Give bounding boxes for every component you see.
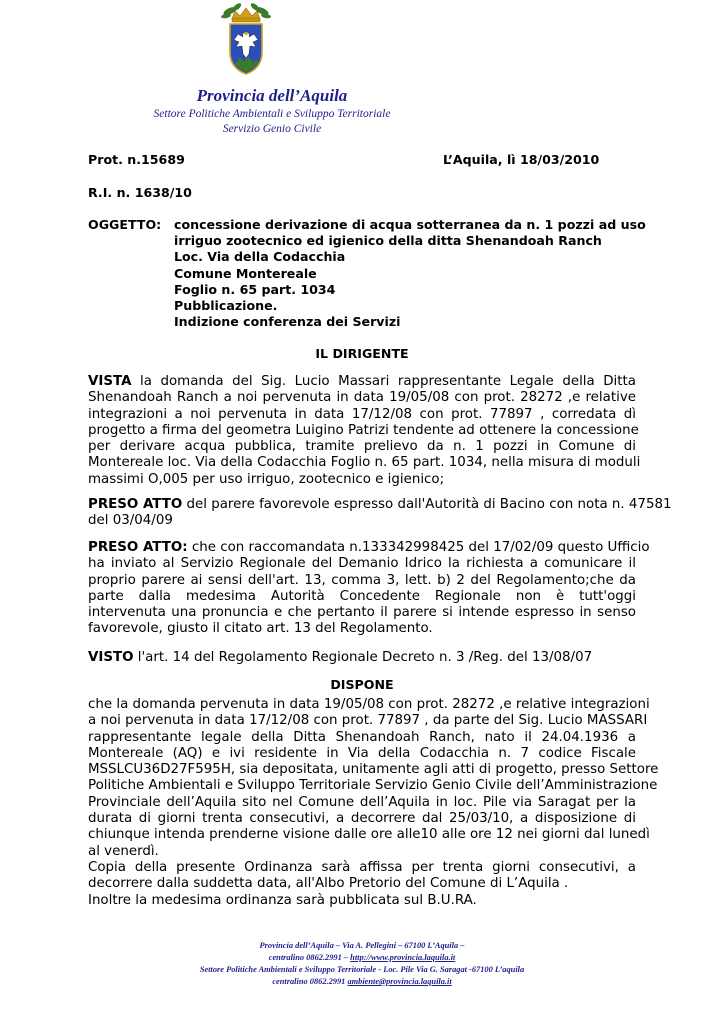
footer-contact: [60, 952, 664, 964]
vista-paragraph: [88, 374, 641, 488]
vista-line: per derivare acqua pubblica, tramite prelievo da n. 1 pozzi in Comune di: [88, 439, 636, 455]
visto-paragraph: [88, 650, 636, 666]
oggetto-line: irriguo zootecnico ed igienico della ditta Shenandoah Ranch: [174, 233, 602, 249]
dispone-line: Politiche Ambientali e Sviluppo Territoriale Servizio Genio Civile dell’Amministrazione: [88, 778, 658, 794]
il-dirigente-heading: IL DIRIGENTE: [315, 346, 409, 361]
dispone-line: MSSLCU36D27F595H, sia depositata, unitamente agli atti di progetto, presso Settore: [88, 762, 659, 778]
preso-atto-2-line: ha inviato al Servizio Regionale del Demanio Idrico la richiesta a comunicare il: [88, 556, 636, 572]
province-crest-icon: [220, 2, 272, 78]
dispone-line: al venerdì.: [88, 843, 159, 859]
visto-lead: VISTO: [88, 650, 134, 665]
vista-line: la domanda del Sig. Lucio Massari rappresentante Legale della Ditta: [131, 374, 636, 389]
preso-atto-2-line: intervenuta una pronuncia e che pertanto il parere si intende espresso in senso: [88, 605, 636, 621]
dispone-paragraph: [88, 697, 659, 909]
document-date: L’Aquila, lì 18/03/2010: [443, 152, 600, 167]
vista-line: massimi O,005 per uso irriguo, zootecnico e igienico;: [88, 471, 445, 487]
oggetto-line: Pubblicazione.: [174, 298, 278, 314]
footer-address: Provincia dell’Aquila – Via A. Pellegini – 67100 L’Aquila –: [259, 941, 465, 950]
visto-text: l'art. 14 del Regolamento Regionale Decreto n. 3 /Reg. del 13/08/07: [133, 650, 593, 665]
dispone-line: rappresentante legale della Ditta Shenandoah Ranch, nato il 24.04.1936 a: [88, 729, 636, 745]
footer-phone: centralino 0862.2991 –: [268, 953, 351, 962]
dispone-line: Provinciale dell’Aquila sito nel Comune dell’Aquila in loc. Pile via Saragat per la: [88, 794, 636, 810]
vista-lead: VISTA: [88, 374, 132, 389]
dispone-line: Copia della presente Ordinanza sarà affissa per trenta giorni consecutivi, a: [88, 859, 636, 875]
footer-department-address: Settore Politiche Ambientali e Sviluppo Territoriale - Loc. Pile Via G. Saragat -67100 L’aquila: [199, 965, 525, 974]
protocol-number: Prot. n.15689: [88, 152, 185, 167]
oggetto-line: Loc. Via della Codacchia: [174, 249, 346, 265]
dispone-line: chiunque intenda prenderne visione dalle ore alle10 alle ore 12 nei giorni dal lunedì: [88, 827, 650, 843]
dispone-line: decorrere dalla suddetta data, all'Albo Pretorio del Comune di L’Aquila .: [88, 876, 569, 892]
footer-email-line: [60, 976, 664, 988]
preso-atto-2-lead: PRESO ATTO:: [88, 540, 188, 555]
oggetto-line: Comune Montereale: [174, 265, 317, 281]
preso-atto-1-line: del 03/04/09: [88, 513, 173, 529]
preso-atto-1-paragraph: [88, 497, 672, 530]
preso-atto-2-line: favorevole, giusto il citato art. 13 del Regolamento.: [88, 621, 433, 637]
header-subtitle-service: Servizio Genio Civile: [222, 123, 322, 135]
dispone-line: che la domanda pervenuta in data 19/05/08 con prot. 28272 ,e relative integrazioni: [88, 697, 650, 712]
header-subtitle-department: Settore Politiche Ambientali e Sviluppo Territoriale: [153, 108, 391, 120]
oggetto-text: [174, 217, 646, 330]
oggetto-line: concessione derivazione di acqua sotterranea da n. 1 pozzi ad uso: [174, 217, 646, 232]
oggetto-label: OGGETTO:: [88, 217, 162, 232]
vista-line: progetto a firma del geometra Luigino Patrizi tendente ad ottenere la concessione: [88, 422, 639, 438]
ri-number: R.I. n. 1638/10: [88, 185, 192, 200]
oggetto-line: Indizione conferenza dei Servizi: [174, 314, 401, 330]
header-title: Provincia dell’Aquila: [196, 86, 348, 105]
preso-atto-1-line: del parere favorevole espresso dall'Autorità di Bacino con nota n. 47581: [182, 497, 672, 512]
vista-line: Montereale loc. Via della Codacchia Foglio n. 65 part. 1034, nella misura di moduli: [88, 455, 641, 471]
page-footer: [60, 940, 664, 988]
oggetto-line: Foglio n. 65 part. 1034: [174, 281, 336, 297]
preso-atto-2-line: che con raccomandata n.133342998425 del 17/02/09 questo Ufficio: [187, 540, 650, 555]
footer-email-link[interactable]: ambiente@provincia.laquila.it: [347, 977, 452, 986]
dispone-heading: DISPONE: [330, 677, 394, 692]
vista-line: integrazioni a noi pervenuta in data 17/12/08 con prot. 77897 , corredata dì: [88, 406, 636, 422]
preso-atto-1-lead: PRESO ATTO: [88, 497, 183, 512]
preso-atto-2-line: proprio parere ai sensi dell'art. 13, comma 3, lett. b) 2 del Regolamento;che da: [88, 572, 636, 588]
vista-line: Shenandoah Ranch a noi pervenuta in data 19/05/08 con prot. 28272 ,e relative: [88, 390, 636, 406]
dispone-line: Montereale (AQ) e ivi residente in Via della Codacchia n. 7 codice Fiscale: [88, 745, 636, 761]
dispone-line: Inoltre la medesima ordinanza sarà pubblicata sul B.U.RA.: [88, 892, 477, 908]
footer-website-link[interactable]: http://www.provincia.laquila.it: [350, 953, 456, 962]
dispone-line: durata di giorni trenta consecutivi, a decorrere dal 25/03/10, a disposizione di: [88, 811, 636, 827]
dispone-line: a noi pervenuta in data 17/12/08 con prot. 77897 , da parte del Sig. Lucio MASSARI: [88, 713, 648, 729]
preso-atto-2-line: parte dalla medesima Autorità Concedente Regionale non è tutt'oggi: [88, 588, 636, 604]
preso-atto-2-paragraph: [88, 540, 650, 638]
footer-phone-2: centralino 0862.2991: [272, 977, 348, 986]
